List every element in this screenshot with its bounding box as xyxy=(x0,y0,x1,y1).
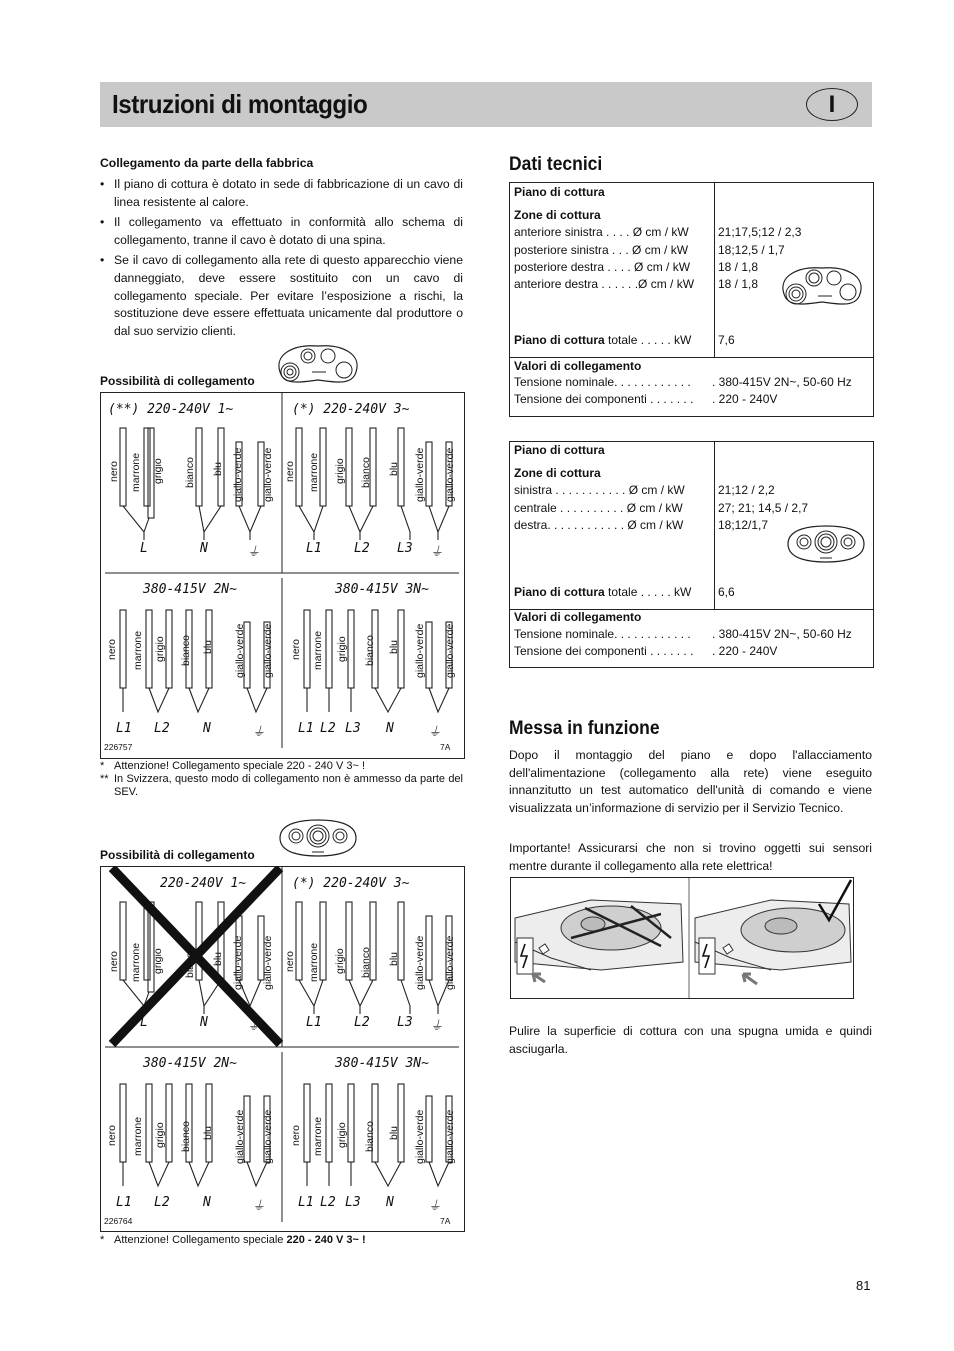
ground-icon: ⏚ xyxy=(252,1199,266,1214)
terminal-label: N xyxy=(200,541,208,556)
table1-valori: Valori di collegamento xyxy=(514,359,642,373)
d2-q1-title: 220-240V 1~ xyxy=(160,876,247,891)
wire-label: bianco xyxy=(184,457,196,488)
terminal-label: N xyxy=(386,721,394,736)
wire-label: grigio xyxy=(152,948,164,974)
ground-icon: ⏚ xyxy=(428,725,442,740)
table2-total-rest: totale . . . . . kW xyxy=(604,585,692,599)
wire-label: nero xyxy=(290,638,302,660)
table2-row-label: sinistra . . . . . . . . . . . Ø cm / kW xyxy=(514,483,685,497)
table1-row-label: posteriore sinistra . . . Ø cm / kW xyxy=(514,243,689,257)
hob-4-zone-icon xyxy=(274,342,362,390)
footnote-1b: In Svizzera, questo modo di collegamento non è ammesso da parte del SEV. xyxy=(114,773,463,798)
table2-total xyxy=(514,585,691,599)
table2-row-value: 21;12 / 2,2 xyxy=(718,483,775,497)
terminal-label: L3 xyxy=(345,721,361,736)
wire-label: giallo-verde xyxy=(232,935,244,990)
wire-label: giallo-verde xyxy=(414,447,426,502)
terminal-label: L2 xyxy=(354,1015,370,1030)
wire-label: blu xyxy=(388,1125,400,1140)
wire-label: giallo-verde xyxy=(444,623,456,678)
wire-label: marrone xyxy=(308,942,320,982)
wire-label: marrone xyxy=(312,1116,324,1156)
wire-label: blu xyxy=(212,951,224,966)
terminal-label: L3 xyxy=(397,541,413,556)
table1-zone: Zone di cottura xyxy=(514,208,601,222)
table1-total-bold: Piano di cottura xyxy=(514,333,605,347)
wire-label: blu xyxy=(202,1125,214,1140)
wire-label: giallo-verde xyxy=(262,935,274,990)
wire-label: giallo-verde xyxy=(232,447,244,502)
wire-label: blu xyxy=(212,461,224,476)
table1-row-label: anteriore sinistra . . . . Ø cm / kW xyxy=(514,225,689,239)
wire-label: blu xyxy=(388,951,400,966)
ground-icon: ⏚ xyxy=(247,545,261,560)
wire-label: giallo-verde xyxy=(262,447,274,502)
page-title: Istruzioni di montaggio xyxy=(112,89,368,119)
d2-q2-title: (*) 220-240V 3~ xyxy=(292,876,410,891)
d1-q1-title: (**) 220-240V 1~ xyxy=(108,402,234,417)
table2-tensione-nom-val: . 380-415V 2N~, 50-60 Hz xyxy=(712,627,852,641)
wire-label: grigio xyxy=(334,458,346,484)
diagram-rev: 7A xyxy=(440,1216,451,1226)
ground-icon: ⏚ xyxy=(247,1019,261,1034)
diagram-code: 226764 xyxy=(104,1216,133,1226)
table1-row-value: 18 / 1,8 xyxy=(718,277,759,291)
wire-label: grigio xyxy=(336,1122,348,1148)
wire-label: giallo-verde xyxy=(262,623,274,678)
wire-label: marrone xyxy=(130,452,142,492)
terminal-label: L1 xyxy=(116,1195,132,1210)
wire-label: bianco xyxy=(364,1121,376,1152)
hob-4-zone-icon xyxy=(778,262,866,314)
wire-label: nero xyxy=(108,950,120,972)
wire-label: nero xyxy=(108,460,120,482)
ground-icon: ⏚ xyxy=(252,725,266,740)
table2-row-label: centrale . . . . . . . . . . Ø cm / kW xyxy=(514,501,683,515)
d1-q2-title: (*) 220-240V 3~ xyxy=(292,402,410,417)
wire-label: grigio xyxy=(334,948,346,974)
terminal-label: L1 xyxy=(298,1195,314,1210)
wire-label: nero xyxy=(290,1124,302,1146)
table2-row-label: destra. . . . . . . . . . . . Ø cm / kW xyxy=(514,518,684,532)
wire-graphics-2 xyxy=(100,866,463,1230)
terminal-label: N xyxy=(203,721,211,736)
sensor-illustration-art xyxy=(511,878,853,998)
footnote-1a: Attenzione! Collegamento speciale 220 - 240 V 3~ ! xyxy=(114,760,366,772)
terminal-label: N xyxy=(200,1015,208,1030)
wire-label: grigio xyxy=(154,636,166,662)
footnote-2-bold: 220 - 240 V 3~ ! xyxy=(286,1234,366,1246)
dati-tecnici-title: Dati tecnici xyxy=(509,154,603,175)
table2-piano: Piano di cottura xyxy=(514,443,605,457)
table2-row-value: 27; 21; 14,5 / 2,7 xyxy=(718,501,809,515)
language-badge: I xyxy=(806,88,858,121)
terminal-label: L2 xyxy=(154,721,170,736)
wire-graphics-1 xyxy=(100,392,463,757)
wire-label: grigio xyxy=(154,1122,166,1148)
wire-label: blu xyxy=(388,461,400,476)
bullet-item: • Il piano di cottura è dotato in sede di fabbricazione di un cavo di linea resistente al calore. xyxy=(100,176,463,211)
table2-valori: Valori di collegamento xyxy=(514,610,642,624)
factory-heading: Collegamento da parte della fabbrica xyxy=(100,156,314,170)
messa-paragraph-1: Dopo il montaggio del piano e dopo l'allacciamento dell'alimentazione (collegamento alla rete) viene eseguito innanzitutto un test automatico dell'unità di comando e viene visualizzata un’informazione di servizio per il Servizio Tecnico. xyxy=(509,748,872,815)
wire-label: bianco xyxy=(180,635,192,666)
wire-label: marrone xyxy=(132,630,144,670)
diagram2-caption: Possibilità di collegamento xyxy=(100,848,255,862)
terminal-label: L2 xyxy=(320,1195,336,1210)
wire-label: giallo-verde xyxy=(444,935,456,990)
terminal-label: L1 xyxy=(116,721,132,736)
table1-piano: Piano di cottura xyxy=(514,185,605,199)
ground-icon: ⏚ xyxy=(428,1199,442,1214)
table1-row-value: 18;12,5 / 1,7 xyxy=(718,243,785,257)
terminal-label: L3 xyxy=(345,1195,361,1210)
table2-total-value: 6,6 xyxy=(718,585,735,599)
wire-label: giallo-verde xyxy=(414,935,426,990)
hob-3-zone-icon xyxy=(784,522,868,566)
ground-icon: ⏚ xyxy=(430,1019,444,1034)
wire-label: giallo-verde xyxy=(234,623,246,678)
diagram-rev: 7A xyxy=(440,742,451,752)
d2-q3-title: 380-415V 2N~ xyxy=(143,1056,237,1071)
terminal-label: L2 xyxy=(354,541,370,556)
table1-row-value: 18 / 1,8 xyxy=(718,260,759,274)
terminal-label: L2 xyxy=(154,1195,170,1210)
diagram1-caption: Possibilità di collegamento xyxy=(100,374,255,388)
wire-label: marrone xyxy=(308,452,320,492)
terminal-label: N xyxy=(203,1195,211,1210)
factory-bullets xyxy=(100,176,463,343)
messa-paragraph-3: Pulire la superficie di cottura con una spugna umida e quindi asciugarla. xyxy=(509,1024,872,1056)
terminal-label: N xyxy=(386,1195,394,1210)
ground-icon: ⏚ xyxy=(430,545,444,560)
wire-label: giallo-verde xyxy=(414,623,426,678)
wire-label: nero xyxy=(284,950,296,972)
wire-label: nero xyxy=(284,460,296,482)
terminal-label: L1 xyxy=(306,1015,322,1030)
terminal-label: L2 xyxy=(320,721,336,736)
terminal-label: L xyxy=(140,541,148,556)
table1-row-label: anteriore destra . . . . . .Ø cm / kW xyxy=(514,277,695,291)
terminal-label: L xyxy=(140,1015,148,1030)
wire-label: giallo-verde xyxy=(414,1109,426,1164)
table1-tensione-nom-val: . 380-415V 2N~, 50-60 Hz xyxy=(712,375,852,389)
diagram-code: 226757 xyxy=(104,742,133,752)
table2-tensione-nom: Tensione nominale. . . . . . . . . . . . xyxy=(514,627,691,641)
wire-label: nero xyxy=(106,638,118,660)
hob-3-zone-icon xyxy=(276,816,360,860)
wire-label: marrone xyxy=(132,1116,144,1156)
wire-label: bianco xyxy=(360,457,372,488)
wire-label: giallo-verde xyxy=(234,1109,246,1164)
terminal-label: L3 xyxy=(397,1015,413,1030)
footnote-2-text: Attenzione! Collegamento speciale xyxy=(114,1234,287,1246)
table1-tensione-comp-val: . 220 - 240V xyxy=(712,392,778,406)
footnote-1: * Attenzione! Collegamento speciale 220 - 240 V 3~ ! ** In Svizzera, questo modo di collegamento non è ammesso da parte del SEV. xyxy=(100,760,463,798)
wire-label: blu xyxy=(202,639,214,654)
messa-paragraph-2: Importante! Assicurarsi che non si trovino oggetti sui sensori mentre durante il collegamento alla rete elettrica! xyxy=(509,841,872,873)
wire-label: bianco xyxy=(360,947,372,978)
d2-q4-title: 380-415V 3N~ xyxy=(335,1056,429,1071)
table2-total-bold: Piano di cottura xyxy=(514,585,605,599)
d1-q3-title: 380-415V 2N~ xyxy=(143,582,237,597)
footnote-2: * Attenzione! Collegamento speciale 220 - 240 V 3~ ! xyxy=(100,1234,366,1246)
page-number: 81 xyxy=(856,1278,871,1293)
wire-label: marrone xyxy=(312,630,324,670)
wire-label: bianco xyxy=(180,1121,192,1152)
table1-tensione-comp: Tensione dei componenti . . . . . . . xyxy=(514,392,694,406)
table2-zone: Zone di cottura xyxy=(514,466,601,480)
table1-total xyxy=(514,333,691,347)
wire-label: grigio xyxy=(152,458,164,484)
bullet-item: • Il collegamento va effettuato in conformità allo schema di collegamento, tranne il cavo è dotato di una spina. xyxy=(100,214,463,249)
table2-row-value: 18;12/1,7 xyxy=(718,518,769,532)
table1-row-label: posteriore destra . . . . Ø cm / kW xyxy=(514,260,691,274)
d1-q4-title: 380-415V 3N~ xyxy=(335,582,429,597)
table1-total-value: 7,6 xyxy=(718,333,735,347)
terminal-label: L1 xyxy=(298,721,314,736)
messa-title: Messa in funzione xyxy=(509,718,660,739)
table2-tensione-comp-val: . 220 - 240V xyxy=(712,644,778,658)
terminal-label: L1 xyxy=(306,541,322,556)
wire-label: marrone xyxy=(130,942,142,982)
wire-label: giallo-verde xyxy=(262,1109,274,1164)
table1-total-rest: totale . . . . . kW xyxy=(604,333,692,347)
wire-label: bianco xyxy=(364,635,376,666)
sensor-illustration xyxy=(510,877,854,999)
table1-tensione-nom: Tensione nominale. . . . . . . . . . . . xyxy=(514,375,691,389)
wire-label: giallo-verde xyxy=(444,447,456,502)
table2-tensione-comp: Tensione dei componenti . . . . . . . xyxy=(514,644,694,658)
table1-row-value: 21;17,5;12 / 2,3 xyxy=(718,225,802,239)
page-header xyxy=(100,82,872,127)
wire-label: nero xyxy=(106,1124,118,1146)
wire-label: giallo-verde xyxy=(444,1109,456,1164)
wire-label: grigio xyxy=(336,636,348,662)
bullet-item: • Se il cavo di collegamento alla rete di questo apparecchio viene danneggiato, deve essere sostituito con un cavo di collegamento speciale. Per evitare l’esposizione a rischi, la sostituzione deve essere effettuata unicamente dal produttore o dal suo servizio clienti. xyxy=(100,252,463,340)
wire-label: blu xyxy=(388,639,400,654)
